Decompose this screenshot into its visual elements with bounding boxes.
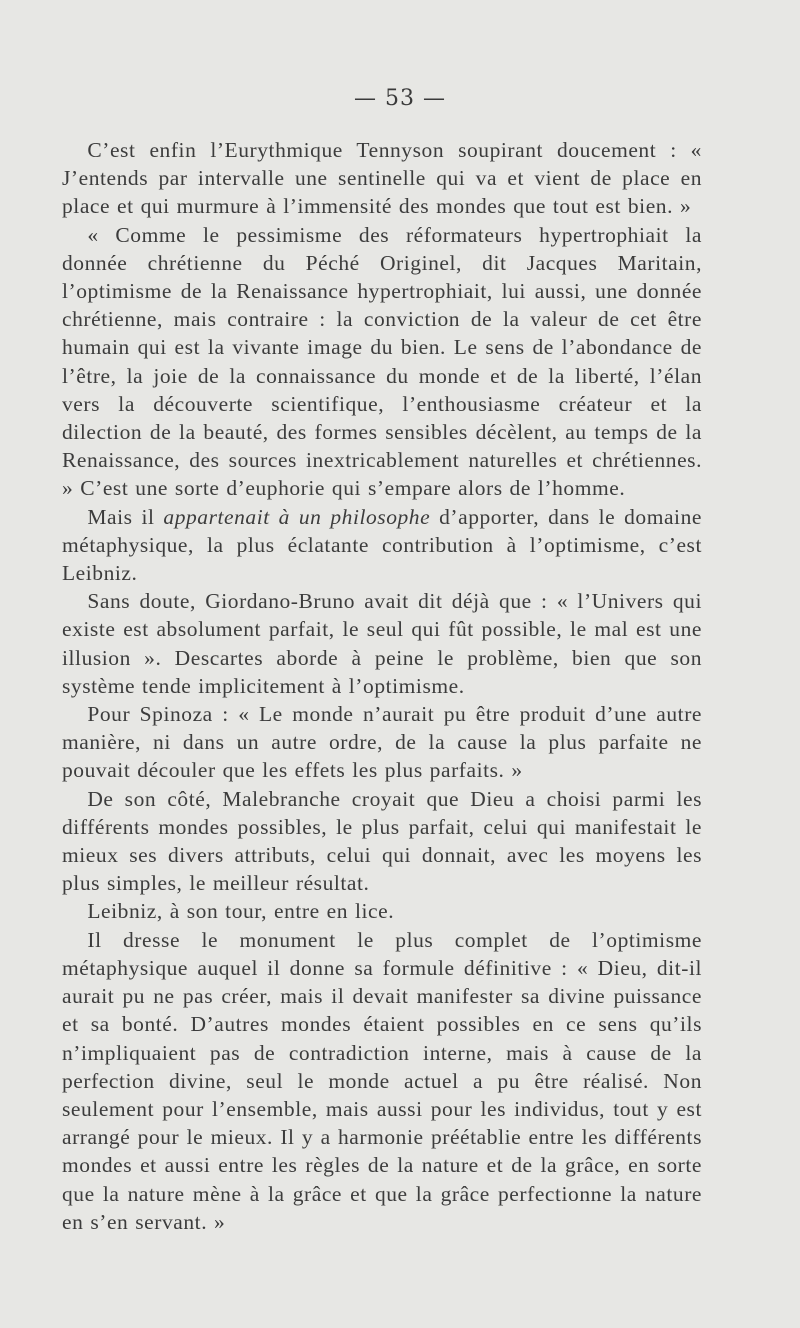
page-body [62, 136, 702, 1236]
italic-phrase: appartenait à un philosophe [163, 504, 431, 529]
paragraph-tennyson: C’est enfin l’Eurythmique Tennyson soupirant doucement : « J’entends par intervalle une sentinelle qui va et vient de place en place et qui murmure à l’immensité des mondes que tout est bien. » [62, 138, 702, 219]
paragraph-maritain-quote: « Comme le pessimisme des réformateurs hypertrophiait la donnée chrétienne du Péché Originel, dit Jacques Maritain, l’optimisme de la Renaissance hypertrophiait, lui aussi, une donnée chrétienne, mais contraire : la conviction de la valeur de cet être humain qui est la vivante image du bien. Le sens de l’abondance de l’être, la joie de la connaissance du monde et de la liberté, l’élan vers la découverte scientifique, l’enthousiasme créateur et la dilection de la beauté, des formes sensibles décèlent, au temps de la Renaissance, des sources inextricablement naturelles et chrétiennes. » C’est une sorte d’euphorie qui s’empare alors de l’homme. [62, 222, 702, 501]
paragraph-leibniz-intro-end: d’apporter, dans le domaine métaphysique, la plus éclatante contribution à l’optimisme, c’est Leibniz. [62, 504, 702, 586]
paragraph-spinoza: Pour Spinoza : « Le monde n’aurait pu être produit d’une autre manière, ni dans un autre ordre, de la cause la plus parfaite ne pouvait découler que les effets les plus parfaits. » [62, 702, 702, 783]
paragraph-malebranche: De son côté, Malebranche croyait que Dieu a choisi parmi les différents mondes possibles, le plus parfait, celui qui manifestait le mieux ses divers attributs, celui qui donnait, avec les moyens les plus simples, le meilleur résultat. [62, 786, 702, 896]
page-number: — 53 — [354, 86, 446, 111]
paragraph-giordano-bruno: Sans doute, Giordano-Bruno avait dit déjà que : « l’Univers qui existe est absolument parfait, le seul qui fût possible, le mal est une illusion ». Descartes aborde à peine le problème, bien que son système tende implicitement à l’optimisme. [62, 589, 702, 698]
paragraph-leibniz-lice: Leibniz, à son tour, entre en lice. [87, 899, 395, 924]
paragraph-leibniz-intro [62, 503, 702, 588]
paragraph-leibniz-intro-start: Mais il [87, 504, 164, 529]
paragraph-leibniz-monument: Il dresse le monument le plus complet de l’optimisme métaphysique auquel il donne sa formule définitive : « Dieu, dit-il aurait pu ne pas créer, mais il devait manifester sa divine puissance et sa bonté. D’autres mondes étaient possibles en ce sens qu’ils n’impliquaient pas de contradiction interne, mais à cause de la perfection divine, seul le monde actuel a pu être réalisé. Non seulement pour l’ensemble, mais aussi pour les individus, tout y est arrangé pour le mieux. Il y a harmonie préétablie entre les différents mondes et aussi entre les règles de la nature et de la grâce, en sorte que la nature mène à la grâce et que la grâce perfectionne la nature en s’en servant. » [62, 927, 702, 1234]
